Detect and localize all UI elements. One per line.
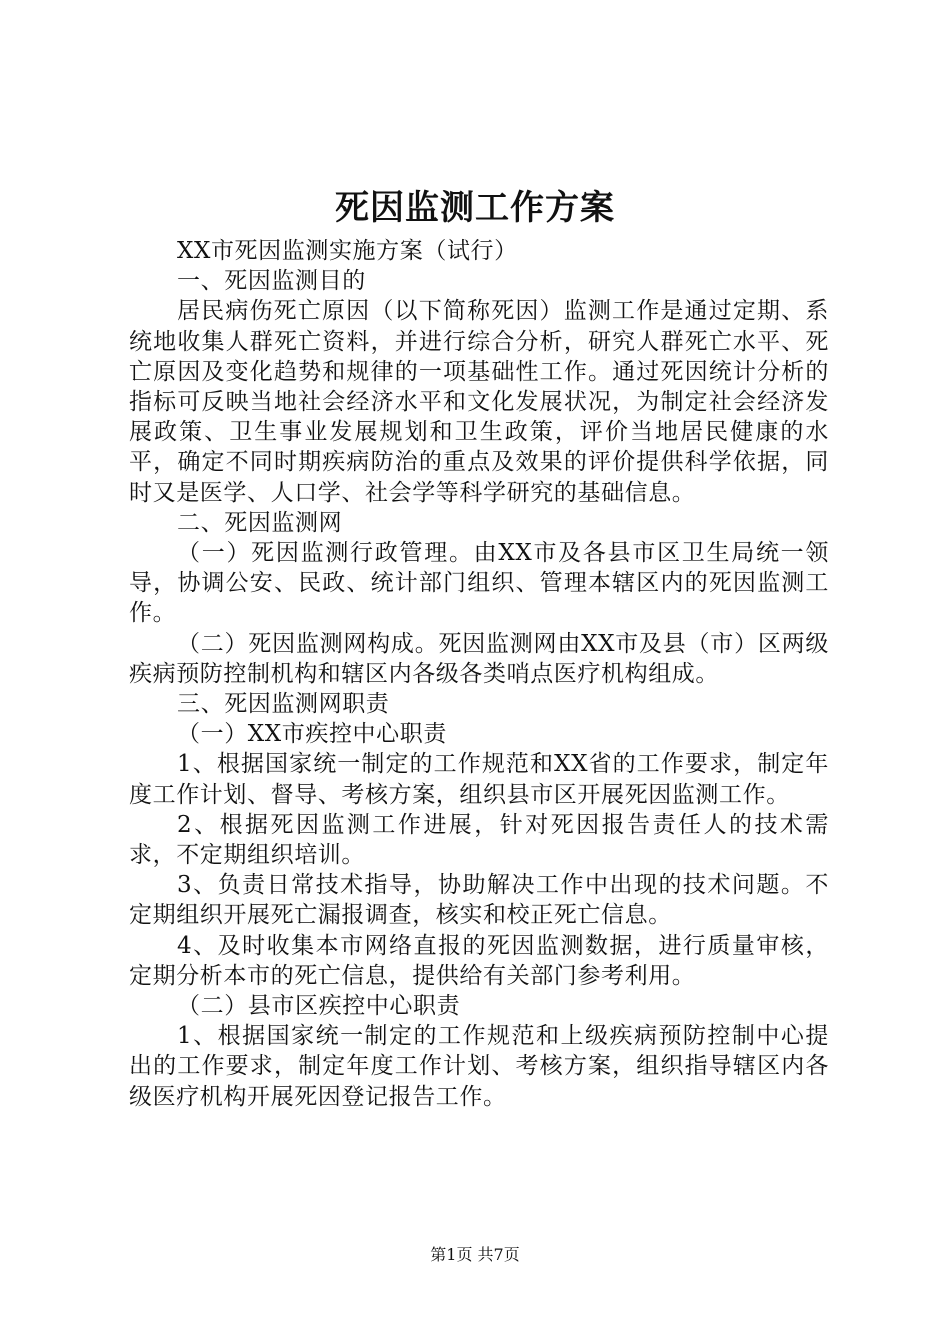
page-footer: 第1页 共7页 <box>430 1245 520 1264</box>
document-title: 死因监测工作方案 <box>335 188 615 228</box>
paragraph-section-3-sub-1-heading: （一）XX市疾控中心职责 <box>177 721 447 748</box>
paragraph-section-3-sub-1-item-3: 3、负责日常技术指导，协助解决工作中出现的技术问题。不定期组织开展死亡漏报调查，核实和校正死亡信息。 <box>129 872 829 929</box>
paragraph-section-1-heading: 一、死因监测目的 <box>177 268 366 295</box>
paragraph-section-2-heading: 二、死因监测网 <box>177 509 343 536</box>
paragraph-section-2-item-2: （二）死因监测网构成。死因监测网由XX市及县（市）区两级疾病预防控制机构和辖区内各级各类哨点医疗机构组成。 <box>129 630 829 687</box>
paragraph-section-3-sub-1-item-4: 4、及时收集本市网络直报的死因监测数据，进行质量审核，定期分析本市的死亡信息，提供给有关部门参考利用。 <box>129 932 829 989</box>
paragraph-section-3-heading: 三、死因监测网职责 <box>177 691 390 718</box>
paragraph-section-3-sub-1-item-2: 2、根据死因监测工作进展，针对死因报告责任人的技术需求，不定期组织培训。 <box>129 811 829 869</box>
paragraph-section-3-sub-2-item-1: 1、根据国家统一制定的工作规范和上级疾病预防控制中心提出的工作要求，制定年度工作计划、考核方案，组织指导辖区内各级医疗机构开展死因登记报告工作。 <box>129 1023 829 1110</box>
paragraph-subtitle: XX市死因监测实施方案（试行） <box>177 238 518 264</box>
paragraph-section-3-sub-2-heading: （二）县市区疾控中心职责 <box>177 993 461 1020</box>
document-body <box>129 236 829 1112</box>
paragraph-section-1-body: 居民病伤死亡原因（以下简称死因）监测工作是通过定期、系统地收集人群死亡资料，并进行综合分析，研究人群死亡水平、死亡原因及变化趋势和规律的一项基础性工作。通过死因统计分析的指标可反映当地社会经济水平和文化发展状况，为制定社会经济发展政策、卫生事业发展规划和卫生政策，评价当地居民健康的水平，确定不同时期疾病防治的重点及效果的评价提供科学依据，同时又是医学、人口学、社会学等科学研究的基础信息。 <box>129 298 829 506</box>
paragraph-section-2-item-1: （一）死因监测行政管理。由XX市及各县市区卫生局统一领导，协调公安、民政、统计部门组织、管理本辖区内的死因监测工作。 <box>129 540 829 627</box>
paragraph-section-3-sub-1-item-1: 1、根据国家统一制定的工作规范和XX省的工作要求，制定年度工作计划、督导、考核方案，组织县市区开展死因监测工作。 <box>129 751 829 808</box>
